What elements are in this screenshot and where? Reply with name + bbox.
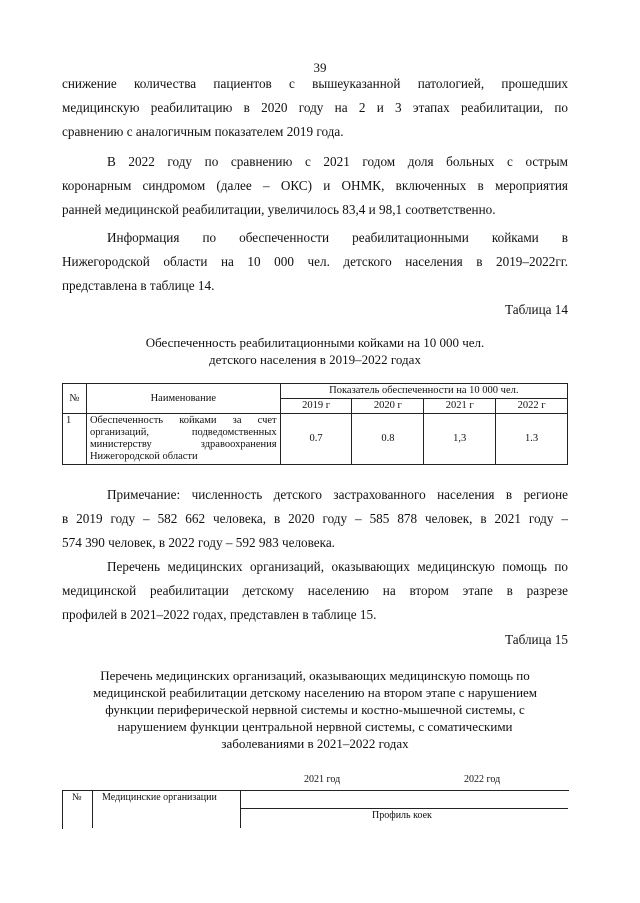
table-14 [62,383,568,465]
text-line: коронарным синдромом (далее – ОКС) и ОНМК, включенных в мероприятия [62,178,568,193]
text-line: профилей в 2021–2022 годах, представлен в таблице 15. [62,607,377,622]
row-name: Обеспеченность койками за счет организаций, подведомственных министерству здравоохранения Нижегородской области [86,414,280,465]
text-line: медицинскую реабилитацию в 2020 году на 2 и 3 этапах реабилитации, по [62,100,568,115]
text-line: Перечень медицинских организаций, оказывающих медицинскую помощь по [107,559,568,574]
row-value: 1,3 [424,414,496,465]
row-number: 1 [63,414,87,465]
table-14-label: Таблица 14 [505,302,568,317]
text-line: представлена в таблице 14. [62,278,215,293]
row-value: 0.8 [352,414,424,465]
header-indicator: Показатель обеспеченности на 10 000 чел. [280,384,567,399]
year-2021-label: 2021 год [304,774,341,785]
row-value: 0.7 [280,414,352,465]
header-number: № [63,384,87,414]
header-profile: Профиль коек [372,810,432,821]
caption-line: функции периферической нервной системы и костно-мышечной системы, с [105,702,525,717]
note-paragraph [62,483,568,555]
table-row [63,414,568,465]
text-line: 574 390 человек, в 2022 году – 592 983 человека. [62,535,335,550]
text-line: Нижегородской области на 10 000 чел. детского населения в 2019–2022гг. [62,254,568,269]
caption-line: Перечень медицинских организаций, оказывающих медицинскую помощь по [100,668,530,683]
header-name: Наименование [86,384,280,414]
caption-line: заболеваниями в 2021–2022 годах [221,736,409,751]
caption-line: Обеспеченность реабилитационными койками на 10 000 чел. [145,335,485,350]
text-line: Информация по обеспеченности реабилитационными койками в [107,230,568,245]
table-15-caption [62,667,568,752]
text-line: В 2022 году по сравнению с 2021 годом доля больных с острым [107,154,568,169]
text-line: сравнению с аналогичным показателем 2019 года. [62,124,344,139]
table-15-label: Таблица 15 [505,632,568,647]
text-line: медицинской реабилитации детскому населению на втором этапе в разрезе [62,583,568,598]
header-year: 2020 г [352,399,424,414]
header-number: № [72,792,82,803]
text-line: снижение количества пациентов с вышеуказанной патологией, прошедших [62,76,568,91]
caption-line: нарушением функции центральной нервной системы, с соматическими [117,719,513,734]
table-14-caption [62,334,568,368]
table-15 [62,772,568,832]
text-line: ранней медицинской реабилитации, увеличилось 83,4 и 98,1 соответственно. [62,202,496,217]
column-divider [240,790,241,828]
paragraph-1 [62,72,568,144]
page-number: 39 [313,60,327,75]
row-value: 1.3 [496,414,568,465]
header-year: 2022 г [496,399,568,414]
paragraph-4 [62,555,568,627]
caption-line: детского населения в 2019–2022 годах [209,352,421,367]
header-organizations: Медицинские организации [102,792,217,803]
column-divider [92,790,93,828]
header-year: 2021 г [424,399,496,414]
row-divider [240,808,568,809]
text-line: в 2019 году – 582 662 человека, в 2020 году – 585 878 человек, в 2021 году – [62,511,568,526]
caption-line: медицинской реабилитации детскому населению на втором этапе с нарушением [92,685,538,700]
text-line: Примечание: численность детского застрахованного населения в регионе [107,487,568,502]
header-year: 2019 г [280,399,352,414]
year-2022-label: 2022 год [464,774,501,785]
paragraph-2 [62,150,568,222]
paragraph-3 [62,226,568,298]
